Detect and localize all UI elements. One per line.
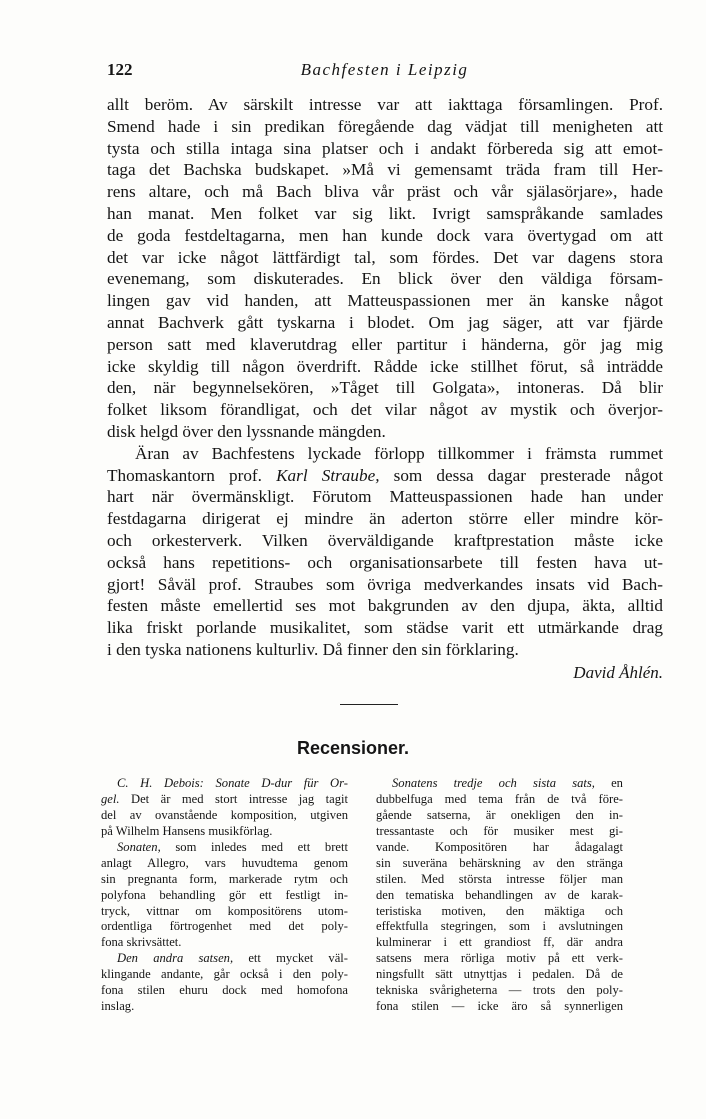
running-title: Bachfesten i Leipzig <box>300 60 469 79</box>
text-line: också hans repetitions- och organisationsarbete till festen hava ut- <box>107 552 663 572</box>
text-line: tryck, vittnar om kompositörens utom- <box>101 903 348 918</box>
text-line: klingande andante, går också i den poly- <box>101 967 348 982</box>
section-divider <box>340 704 398 705</box>
author-signature: David Åhlén. <box>573 662 663 682</box>
text-line: ningsfullt sätt utnyttjas i pedalen. Då de <box>376 967 623 982</box>
text-line: det var icke något lättfärdigt tal, som fördes. Det var dagens stora <box>107 247 663 267</box>
text-line: polyfona behandling gör ett festligt in- <box>101 887 348 902</box>
text-line: inslag. <box>101 999 135 1014</box>
text-line: han manat. Men folket var sig likt. Ivrigt samspråkande samlades <box>107 203 663 223</box>
page-header <box>107 60 662 84</box>
text-span: Den andra satsen, <box>117 951 234 966</box>
text-line: hart när övermänskligt. Förutom Matteuspassionen hade han under <box>107 487 663 507</box>
person-name: Karl Straube, <box>276 465 380 485</box>
text-line: allt beröm. Av särskilt intresse var att iakttaga församlingen. Prof. <box>107 95 663 114</box>
text-line: anlagt Allegro, vars huvudtema genom <box>101 855 348 870</box>
text-span: Thomaskantorn prof. <box>107 465 262 485</box>
text-line: gjort! Såväl prof. Straubes som övriga medverkandes insats vid Bach- <box>107 574 663 594</box>
page-number: 122 <box>107 60 133 79</box>
text-line: festen måste emellertid ses mot bakgrunden av den djupa, äkta, alltid <box>107 596 663 616</box>
text-line: del av ovanstående komposition, utgiven <box>101 807 348 822</box>
text-line <box>376 776 623 792</box>
text-span: en <box>611 776 623 790</box>
text-line: lingen gav vid handen, att Matteuspassionen mer än kanske något <box>107 291 663 311</box>
text-line: teristiska motiven, den mäktiga och <box>376 903 623 918</box>
text-line: disk helgd över den lyssnande mängden. <box>107 421 386 441</box>
text-line: ordentliga förtrogenhet med det poly- <box>101 919 348 934</box>
text-line: tressantaste och för musiker mest gi- <box>376 823 623 838</box>
text-line: och orkesterverk. Vilken överväldigande kraftprestation måste icke <box>107 530 663 550</box>
text-line: sin suveräna behärskning av den stränga <box>376 855 623 870</box>
reviews-column-left <box>101 776 348 1015</box>
text-line: folket liksom förandligat, och det vilar något av mystik och överjor- <box>107 400 663 420</box>
reviews-heading: Recensioner. <box>296 738 410 758</box>
text-line: satsens mera rörliga motiv på ett verk- <box>376 951 623 966</box>
text-line <box>101 840 348 856</box>
text-line: Smend hade i sin predikan föregående dag vädjat till menigheten att <box>107 116 663 136</box>
text-line: den tematiska behandlingen av de karak- <box>376 887 623 902</box>
text-line: kulminerar i ett grandiost ff, där andra <box>376 935 623 950</box>
text-span: ett mycket väl- <box>248 951 348 966</box>
text-line: vande. Kompositören har ådagalagt <box>376 839 623 854</box>
text-line: sin pregnanta form, markerade rytm och <box>101 871 348 886</box>
review-title: gel. <box>101 791 120 806</box>
text-span: Sonaten, <box>117 839 161 854</box>
text-line <box>101 951 348 967</box>
article-body <box>107 94 663 685</box>
text-line <box>101 792 348 808</box>
text-line: på Wilhelm Hansens musikförlag. <box>101 823 273 838</box>
text-line: stilen. Med största intresse följer man <box>376 871 623 886</box>
text-line: fona stilen — icke äro så synnerligen <box>376 999 623 1014</box>
text-line: person satt med klaverutdrag eller partitur i händerna, gör jag mig <box>107 334 663 354</box>
text-line: i den tyska nationens kulturliv. Då finner den sin förklaring. <box>107 639 519 659</box>
text-line: fona stilen ehuru dock med homofona <box>101 983 348 998</box>
text-line: dubbelfuga med tema från de två före- <box>376 791 623 806</box>
text-span: Det är med stort intresse jag tagit <box>131 791 348 806</box>
text-span: Sonatens tredje och sista sats, <box>392 776 595 790</box>
text-line: fona skrivsättet. <box>101 935 182 950</box>
text-line: rens altare, och må Bach bliva vår präst och vår själasörjare», hade <box>107 182 663 202</box>
text-line: Äran av Bachfestens lyckade förlopp tillkommer i främsta rummet <box>135 443 663 463</box>
text-line: festdagarna dirigerat ej mindre än aderton större eller mindre kör- <box>107 509 663 529</box>
text-line: evenemang, som diskuterades. En blick över den väldiga försam- <box>107 269 663 289</box>
text-line: effektfulla stegringen, som i avslutningen <box>376 919 623 934</box>
text-span: som dessa dagar presterade något <box>393 465 663 485</box>
text-line: tekniska svårigheterna — trots den poly- <box>376 983 623 998</box>
text-span: som inledes med ett brett <box>175 839 348 854</box>
text-line <box>101 776 348 792</box>
text-line: annat Bachverk gått tyskarna i blodet. Om jag säger, att var fjärde <box>107 312 663 332</box>
paragraph-2 <box>107 443 663 661</box>
text-line: lika friskt porlande musikalitet, som städse varit ett utmärkande drag <box>107 618 663 638</box>
reviews-column-right <box>376 776 623 1015</box>
text-line: den, när begynnelsekören, »Tåget till Golgata», intoneras. Då blir <box>107 378 663 398</box>
review-title: C. H. Debois: Sonate D-dur für Or- <box>117 776 348 790</box>
text-line: de goda festdeltagarna, men han kunde dock vara övertygad om att <box>107 225 663 245</box>
paragraph-1 <box>107 94 663 443</box>
text-line: taga det Bachska budskapet. »Må vi gemensamt träda fram till Her- <box>107 160 663 180</box>
text-line: gående satserna, är onekligen den in- <box>376 807 623 822</box>
text-line: icke skyldig till någon överdrift. Rådde icke stillhet förut, så inträdde <box>107 356 663 376</box>
text-line: tysta och stilla intaga sina platser och i andakt förbereda sig att emot- <box>107 138 663 158</box>
text-line <box>107 465 663 487</box>
